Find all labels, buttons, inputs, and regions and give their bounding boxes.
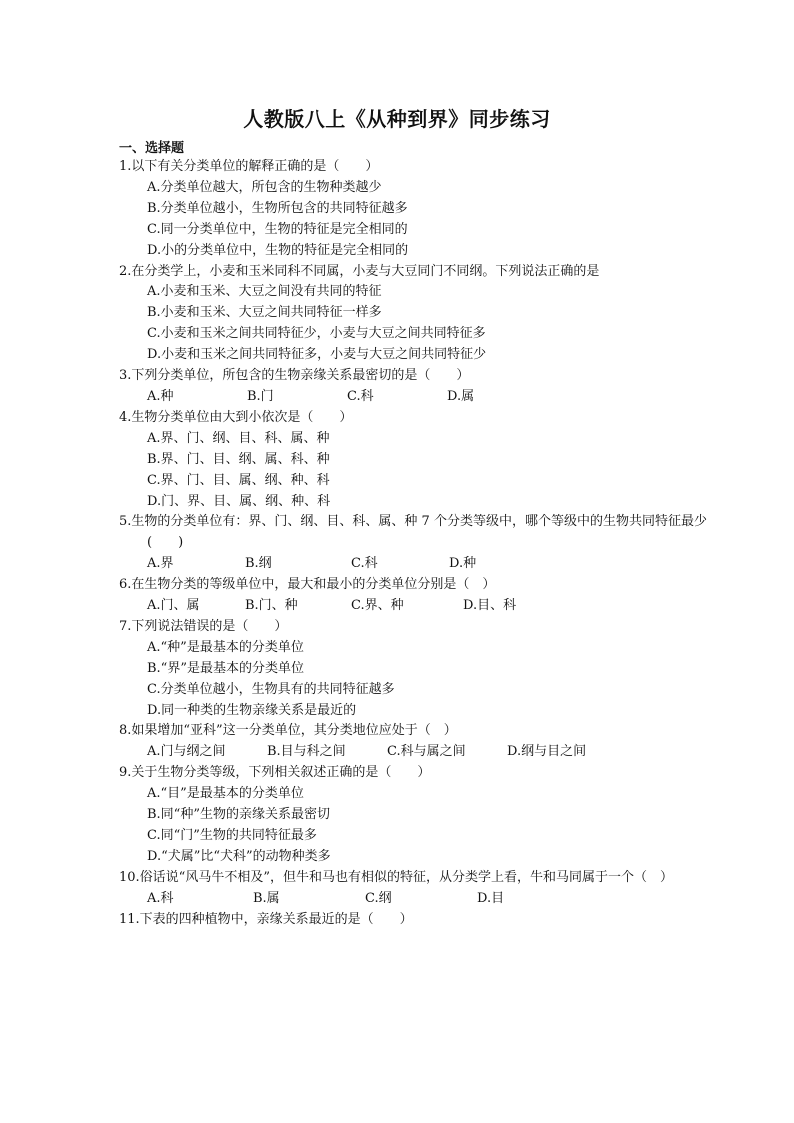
option: A.门、属 (147, 598, 200, 614)
option: C.界、种 (351, 598, 404, 614)
option: D.同一种类的生物亲缘关系是最近的 (147, 702, 357, 718)
option: B.门、种 (245, 598, 298, 614)
option: D.目 (477, 890, 505, 906)
option: C.科 (347, 388, 374, 404)
option: A.“目”是最基本的分类单位 (147, 786, 304, 802)
option: C.界、门、目、属、纲、种、科 (147, 472, 330, 488)
option: A.小麦和玉米、大豆之间没有共同的特征 (147, 284, 382, 300)
option: D.属 (447, 388, 475, 404)
option-row (119, 889, 709, 910)
option-row (119, 596, 709, 617)
option: B.同“种”生物的亲缘关系最密切 (147, 807, 330, 823)
option-row (119, 742, 709, 763)
option: A.“种”是最基本的分类单位 (147, 639, 304, 655)
option: D.纲与目之间 (507, 744, 587, 760)
question-stem: 3.下列分类单位，所包含的生物亲缘关系最密切的是（ ） (119, 368, 470, 384)
question-stem: 11.下表的四种植物中，亲缘关系最近的是（ ） (119, 911, 413, 927)
option: C.分类单位越小，生物具有的共同特征越多 (147, 681, 395, 697)
page-title: 人教版八上《从种到界》同步练习 (243, 107, 551, 131)
option: B.界、门、目、纲、属、科、种 (147, 451, 330, 467)
option: B.纲 (245, 556, 272, 572)
option: A.界、门、纲、目、科、属、种 (147, 430, 330, 446)
section-heading: 一、选择题 (119, 141, 185, 156)
option: B.门 (247, 388, 274, 404)
option: B.目与科之间 (267, 744, 346, 760)
option: B.“界”是最基本的分类单位 (147, 660, 304, 676)
option: C.科与属之间 (387, 744, 466, 760)
option: B.分类单位越小，生物所包含的共同特征越多 (147, 200, 408, 216)
option: D.目、科 (463, 598, 517, 614)
question-list (119, 157, 709, 931)
option: B.小麦和玉米、大豆之间共同特征一样多 (147, 305, 382, 321)
option: C.纲 (365, 890, 392, 906)
option: A.种 (147, 388, 174, 404)
question-stem: 4.生物分类单位由大到小依次是（ ） (119, 409, 353, 425)
question-stem: 9.关于生物分类等级，下列相关叙述正确的是（ ） (119, 765, 431, 781)
question-stem: 10.俗话说“风马牛不相及”，但牛和马也有相似的特征，从分类学上看，牛和马同属于一个（ ） (119, 869, 673, 885)
option: A.分类单位越大，所包含的生物种类越少 (147, 179, 382, 195)
option: D.门、界、目、属、纲、种、科 (147, 493, 331, 509)
option-row (119, 387, 709, 408)
option: C.同“门”生物的共同特征最多 (147, 828, 317, 843)
option: B.属 (253, 890, 280, 906)
option: D.种 (449, 556, 477, 572)
question-stem: 1.以下有关分类单位的解释正确的是（ ） (119, 159, 379, 174)
option: C.科 (351, 556, 378, 572)
option: D.小的分类单位中，生物的特征是完全相同的 (147, 242, 409, 258)
question-stem: 7.下列说法错误的是（ ） (119, 618, 288, 634)
question-stem: 6.在生物分类的等级单位中，最大和最小的分类单位分别是（ ） (119, 577, 496, 593)
question-stem: 5.生物的分类单位有：界、门、纲、目、科、属、种 7 个分类等级中，哪个等级中的生物共同特征最少( ) (119, 514, 707, 551)
option: C.同一分类单位中，生物的特征是完全相同的 (147, 221, 408, 237)
question-stem: 2.在分类学上，小麦和玉米同科不同属，小麦与大豆同门不同纲。下列说法正确的是 (119, 263, 600, 279)
option: C.小麦和玉米之间共同特征少，小麦与大豆之间共同特征多 (147, 326, 486, 342)
option: A.门与纲之间 (147, 744, 226, 760)
question-stem: 8.如果增加“亚科”这一分类单位，其分类地位应处于（ ） (119, 723, 457, 739)
option: D.“犬属”比“犬科”的动物种类多 (147, 848, 331, 864)
option: D.小麦和玉米之间共同特征多，小麦与大豆之间共同特征少 (147, 347, 487, 363)
option-row (119, 554, 709, 575)
option: A.科 (147, 890, 174, 906)
option: A.界 (147, 556, 174, 572)
